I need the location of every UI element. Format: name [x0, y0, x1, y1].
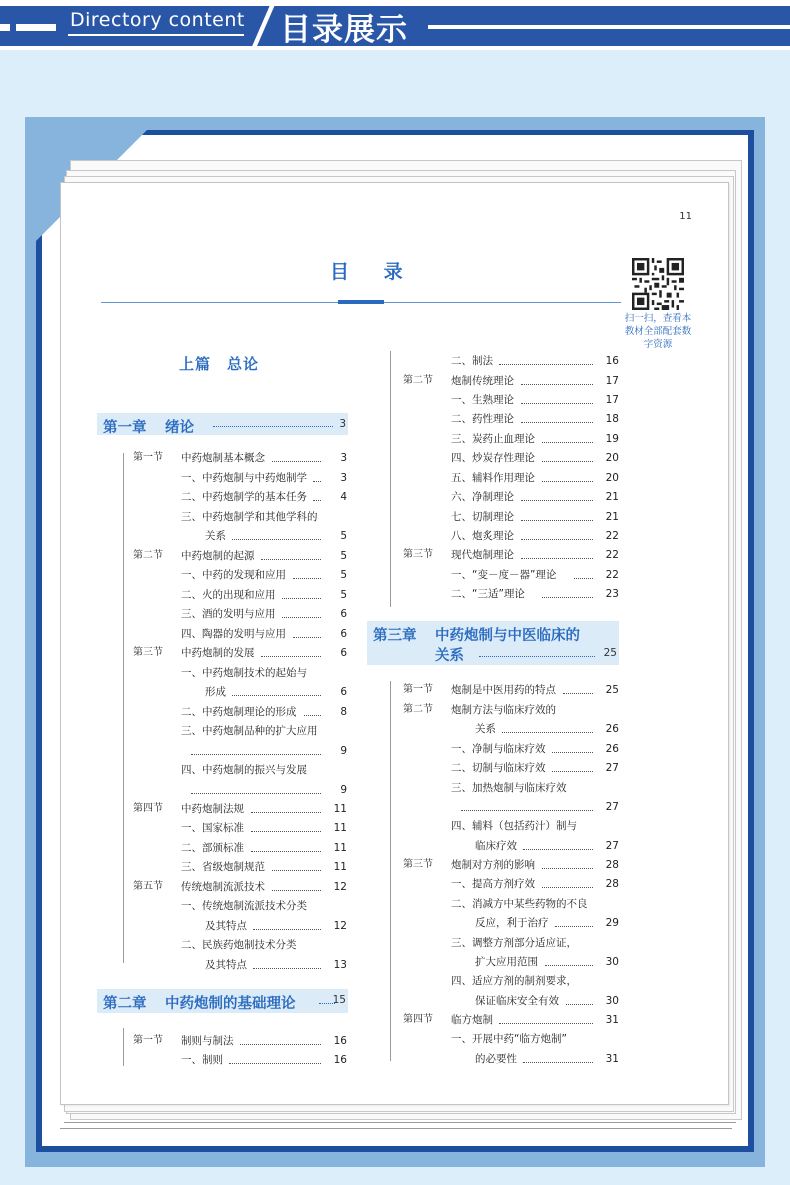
leader-dots: [542, 442, 593, 443]
toc-entry[interactable]: [133, 936, 347, 954]
entry-page: 5: [340, 550, 347, 562]
entry-title: 关系: [475, 723, 496, 735]
entry-title: 三、调整方剂部分适应证，: [451, 937, 577, 949]
entry-title: 三、加热炮制与临床疗效: [451, 782, 567, 794]
toc-entry[interactable]: [133, 508, 347, 526]
entry-title: 一、制则: [181, 1054, 223, 1066]
entry-title: 中药炮制法规: [181, 803, 244, 815]
entry-title: 二、消减方中某些药物的不良: [451, 898, 588, 910]
entry-page: 23: [605, 588, 619, 600]
entry-title: 一、提高方剂疗效: [451, 878, 535, 890]
toc-entry[interactable]: [403, 798, 619, 816]
leader-dots: [552, 771, 593, 772]
toc-entry[interactable]: [133, 839, 347, 857]
chapter-name: 绪论: [165, 420, 194, 436]
entry-title: 中药炮制的发展: [181, 647, 255, 659]
entry-title: 炮制是中医用药的特点: [451, 684, 556, 696]
leader-dots: [293, 578, 321, 579]
toc-entry[interactable]: [403, 740, 619, 758]
entry-title: 一、开展中药“临方炮制”: [451, 1033, 567, 1045]
leader-dots: [232, 695, 321, 696]
section-number: 第一节: [133, 1035, 163, 1046]
leader-dots: [542, 597, 593, 598]
leader-dots: [304, 715, 321, 716]
toc-entry[interactable]: [133, 664, 347, 682]
entry-title: 中药炮制基本概念: [181, 452, 265, 464]
header-label-en: Directory content: [70, 9, 245, 31]
leader-dots: [521, 520, 593, 521]
entry-page: 12: [333, 920, 347, 932]
chapter-heading-3[interactable]: [367, 621, 619, 665]
entry-page: 28: [605, 859, 619, 871]
section-rule: [390, 681, 391, 1061]
entry-page: 6: [340, 686, 347, 698]
leader-dots: [251, 812, 321, 813]
entry-page: 25: [605, 684, 619, 696]
chapter-number: 第二章: [103, 996, 147, 1012]
leader-dots: [282, 617, 321, 618]
entry-title: 一、中药炮制技术的起始与: [181, 667, 307, 679]
entry-title: 保证临床安全有效: [475, 995, 559, 1007]
entry-title: 四、炒炭存性理论: [451, 452, 535, 464]
entry-title: 四、中药炮制的振兴与发展: [181, 764, 307, 776]
leader-dots: [282, 598, 321, 599]
leader-dots: [521, 403, 593, 404]
entry-title: 七、切制理论: [451, 511, 514, 523]
entry-page: 16: [333, 1035, 347, 1047]
toc-entry[interactable]: [133, 703, 347, 721]
entry-title: 传统炮制流派技术: [181, 881, 265, 893]
toc-entry[interactable]: [133, 742, 347, 760]
toc-entry[interactable]: [133, 1051, 347, 1069]
entry-title: 二、中药炮制学的基本任务: [181, 491, 307, 503]
toc-entry[interactable]: [403, 546, 619, 564]
leader-dots: [272, 890, 321, 891]
toc-entry[interactable]: [133, 547, 347, 565]
entry-title: 一、中药的发现和应用: [181, 569, 286, 581]
entry-page: 21: [605, 491, 619, 503]
toc-entry[interactable]: [403, 391, 619, 409]
entry-page: 11: [333, 861, 347, 873]
leader-dots: [545, 965, 593, 966]
entry-title: 八、炮炙理论: [451, 530, 514, 542]
toc-entry[interactable]: [133, 781, 347, 799]
entry-page: 16: [333, 1054, 347, 1066]
toc-entry[interactable]: [403, 585, 619, 603]
toc-entry[interactable]: [133, 956, 347, 974]
sheet-edge-line: [64, 1122, 736, 1123]
toc-entry[interactable]: [133, 449, 347, 467]
entry-title: 临床疗效: [475, 840, 517, 852]
toc-entry[interactable]: [403, 469, 619, 487]
entry-page: 31: [605, 1014, 619, 1026]
chapter-name: 中药炮制与中医临床的: [435, 628, 580, 644]
entry-title: 一、“变－度－器”理论: [451, 569, 557, 581]
chapter-heading-2[interactable]: [97, 989, 348, 1013]
toc-entry[interactable]: [403, 817, 619, 835]
leader-dots: [261, 656, 321, 657]
entry-title: 二、火的出现和应用: [181, 589, 276, 601]
title-rule-accent: [338, 300, 384, 304]
leader-dots: [229, 1063, 321, 1064]
entry-title: 五、辅料作用理论: [451, 472, 535, 484]
leader-dots: [253, 929, 321, 930]
leader-dots: [253, 968, 321, 969]
leader-dots: [521, 558, 593, 559]
entry-page: 11: [333, 803, 347, 815]
chapter-leader-dots: [213, 426, 333, 427]
entry-page: 28: [605, 878, 619, 890]
entry-title: 形成: [205, 686, 226, 698]
entry-title: 二、制法: [451, 355, 493, 367]
leader-dots: [523, 1062, 593, 1063]
entry-page: 18: [605, 413, 619, 425]
section-number: 第二节: [133, 550, 163, 561]
section-number: 第三节: [403, 549, 433, 560]
section-number: 第四节: [133, 803, 163, 814]
toc-page: [60, 182, 729, 1105]
page-title: 目 录: [330, 261, 417, 283]
entry-page: 9: [340, 745, 347, 757]
leader-dots: [499, 1023, 593, 1024]
entry-page: 30: [605, 956, 619, 968]
toc-entry[interactable]: [133, 1032, 347, 1050]
entry-page: 5: [340, 530, 347, 542]
entry-page: 20: [605, 472, 619, 484]
entry-page: 29: [605, 917, 619, 929]
toc-entry[interactable]: [403, 895, 619, 913]
toc-entry[interactable]: [403, 1030, 619, 1048]
page-number: 11: [679, 211, 692, 222]
header-title: 目录展示: [280, 12, 408, 48]
entry-page: 30: [605, 995, 619, 1007]
entry-title: 炮制传统理论: [451, 375, 514, 387]
entry-title: 制则与制法: [181, 1035, 234, 1047]
entry-page: 22: [605, 569, 619, 581]
entry-page: 3: [340, 472, 347, 484]
leader-dots: [499, 364, 593, 365]
entry-page: 8: [340, 706, 347, 718]
chapter-page: 3: [339, 418, 346, 430]
section-number: 第三节: [403, 859, 433, 870]
section-number: 第三节: [133, 647, 163, 658]
entry-page: 26: [605, 743, 619, 755]
entry-title: 四、陶器的发明与应用: [181, 628, 286, 640]
toc-entry[interactable]: [133, 683, 347, 701]
toc-entry[interactable]: [133, 878, 347, 896]
entry-title: 炮制方法与临床疗效的: [451, 704, 556, 716]
leader-dots: [272, 870, 321, 871]
entry-page: 31: [605, 1053, 619, 1065]
leader-dots: [251, 851, 321, 852]
toc-entry[interactable]: [403, 837, 619, 855]
toc-entry[interactable]: [403, 875, 619, 893]
leader-dots: [521, 384, 593, 385]
toc-entry[interactable]: [403, 914, 619, 932]
toc-entry[interactable]: [403, 779, 619, 797]
section-number: 第四节: [403, 1014, 433, 1025]
chapter-name-cont: 关系: [435, 648, 464, 664]
toc-entry[interactable]: [403, 488, 619, 506]
entry-title: 反应，利于治疗: [475, 917, 549, 929]
entry-title: 现代炮制理论: [451, 549, 514, 561]
entry-title: 一、国家标准: [181, 822, 244, 834]
entry-page: 3: [340, 452, 347, 464]
toc-entry[interactable]: [403, 856, 619, 874]
entry-title: 一、净制与临床疗效: [451, 743, 546, 755]
leader-dots: [523, 849, 593, 850]
entry-page: 19: [605, 433, 619, 445]
header-rule: [428, 25, 790, 29]
section-number: 第一节: [403, 684, 433, 695]
leader-dots: [555, 926, 593, 927]
entry-title: 炮制对方剂的影响: [451, 859, 535, 871]
chapter-number: 第三章: [373, 628, 417, 644]
leader-dots: [232, 539, 321, 540]
entry-title: 四、辅料（包括药汁）制与: [451, 820, 577, 832]
toc-entry[interactable]: [403, 759, 619, 777]
entry-page: 27: [605, 840, 619, 852]
entry-title: 二、部颁标准: [181, 842, 244, 854]
toc-entry[interactable]: [133, 488, 347, 506]
sheet-edge-line: [60, 1128, 732, 1129]
entry-title: 一、生熟理论: [451, 394, 514, 406]
leader-dots: [272, 461, 321, 462]
entry-page: 16: [605, 355, 619, 367]
entry-title: 一、传统炮制流派技术分类: [181, 900, 307, 912]
chapter-page: 15: [332, 994, 346, 1006]
toc-entry[interactable]: [403, 566, 619, 584]
toc-entry[interactable]: [133, 605, 347, 623]
toc-entry[interactable]: [403, 430, 619, 448]
leader-dots: [191, 754, 321, 755]
qr-code-icon[interactable]: [632, 258, 684, 310]
entry-page: 6: [340, 628, 347, 640]
entry-title: 六、净制理论: [451, 491, 514, 503]
entry-title: 的必要性: [475, 1053, 517, 1065]
qr-caption: 扫一扫，查看本教材全部配套数字资源: [624, 313, 692, 350]
leader-dots: [542, 481, 593, 482]
entry-page: 22: [605, 549, 619, 561]
toc-entry[interactable]: [403, 720, 619, 738]
entry-title: 及其特点: [205, 959, 247, 971]
entry-title: 三、省级炮制规范: [181, 861, 265, 873]
toc-entry[interactable]: [403, 449, 619, 467]
leader-dots: [521, 539, 593, 540]
entry-page: 22: [605, 530, 619, 542]
leader-dots: [521, 500, 593, 501]
toc-entry[interactable]: [403, 934, 619, 952]
entry-page: 6: [340, 647, 347, 659]
leader-dots: [521, 422, 593, 423]
leader-dots: [552, 752, 593, 753]
leader-dots: [461, 810, 593, 811]
leader-dots: [261, 559, 321, 560]
entry-page: 26: [605, 723, 619, 735]
toc-entry[interactable]: [403, 372, 619, 390]
entry-page: 9: [340, 784, 347, 796]
header-banner: [0, 0, 790, 50]
toc-entry[interactable]: [133, 819, 347, 837]
leader-dots: [313, 481, 321, 482]
entry-page: 27: [605, 762, 619, 774]
toc-entry[interactable]: [403, 681, 619, 699]
entry-page: 21: [605, 511, 619, 523]
leader-dots: [566, 1004, 593, 1005]
leader-dots: [251, 831, 321, 832]
leader-dots: [191, 793, 321, 794]
leader-dots: [542, 868, 593, 869]
header-decor-bar: [16, 24, 56, 31]
entry-page: 27: [605, 801, 619, 813]
part-title: 上篇 总论: [179, 355, 260, 373]
leader-dots: [542, 461, 593, 462]
toc-entry[interactable]: [133, 644, 347, 662]
entry-title: 中药炮制的起源: [181, 550, 255, 562]
entry-title: 二、“三适”理论: [451, 588, 525, 600]
section-rule: [123, 1028, 124, 1066]
entry-title: 二、民族药炮制技术分类: [181, 939, 297, 951]
entry-page: 4: [340, 491, 347, 503]
toc-entry[interactable]: [133, 625, 347, 643]
entry-title: 四、适应方剂的制剂要求，: [451, 975, 577, 987]
chapter-name: 中药炮制的基础理论: [165, 996, 296, 1012]
chapter-leader-dots: [479, 656, 595, 657]
entry-title: 三、中药炮制学和其他学科的: [181, 511, 318, 523]
entry-title: 三、炭药止血理论: [451, 433, 535, 445]
leader-dots: [542, 887, 593, 888]
toc-entry[interactable]: [403, 1050, 619, 1068]
entry-page: 11: [333, 842, 347, 854]
toc-entry[interactable]: [133, 917, 347, 935]
toc-entry[interactable]: [133, 897, 347, 915]
toc-entry[interactable]: [403, 972, 619, 990]
entry-title: 二、药性理论: [451, 413, 514, 425]
toc-entry[interactable]: [403, 527, 619, 545]
toc-entry[interactable]: [403, 701, 619, 719]
leader-dots: [563, 693, 593, 694]
toc-entry[interactable]: [403, 992, 619, 1010]
entry-page: 5: [340, 589, 347, 601]
header-underline: [68, 34, 244, 36]
toc-entry[interactable]: [403, 1011, 619, 1029]
entry-page: 12: [333, 881, 347, 893]
leader-dots: [574, 578, 593, 579]
chapter-number: 第一章: [103, 420, 147, 436]
toc-entry[interactable]: [133, 527, 347, 545]
toc-entry[interactable]: [133, 761, 347, 779]
leader-dots: [313, 500, 321, 501]
header-decor-bar: [0, 24, 10, 31]
section-number: 第二节: [403, 704, 433, 715]
entry-title: 三、中药炮制品种的扩大应用: [181, 725, 318, 737]
entry-page: 13: [333, 959, 347, 971]
chapter-page: 25: [603, 647, 617, 659]
entry-title: 及其特点: [205, 920, 247, 932]
section-rule: [390, 351, 391, 607]
entry-page: 17: [605, 394, 619, 406]
toc-entry[interactable]: [133, 858, 347, 876]
entry-page: 5: [340, 569, 347, 581]
toc-entry[interactable]: [403, 953, 619, 971]
leader-dots: [293, 637, 321, 638]
toc-entry[interactable]: [403, 410, 619, 428]
toc-entry[interactable]: [133, 800, 347, 818]
section-number: 第一节: [133, 452, 163, 463]
entry-page: 17: [605, 375, 619, 387]
entry-page: 11: [333, 822, 347, 834]
entry-title: 三、酒的发明与应用: [181, 608, 276, 620]
entry-page: 6: [340, 608, 347, 620]
entry-title: 一、中药炮制与中药炮制学: [181, 472, 307, 484]
chapter-heading-1[interactable]: [97, 413, 348, 435]
section-rule: [123, 453, 124, 963]
section-number: 第五节: [133, 881, 163, 892]
leader-dots: [502, 732, 593, 733]
toc-entry[interactable]: [133, 586, 347, 604]
toc-entry[interactable]: [133, 722, 347, 740]
toc-entry[interactable]: [133, 566, 347, 584]
leader-dots: [240, 1044, 321, 1045]
entry-page: 20: [605, 452, 619, 464]
entry-title: 二、中药炮制理论的形成: [181, 706, 297, 718]
toc-entry[interactable]: [403, 508, 619, 526]
section-number: 第二节: [403, 375, 433, 386]
entry-title: 关系: [205, 530, 226, 542]
toc-entry[interactable]: [133, 469, 347, 487]
toc-entry[interactable]: [403, 352, 619, 370]
entry-title: 二、切制与临床疗效: [451, 762, 546, 774]
entry-title: 扩大应用范围: [475, 956, 538, 968]
entry-title: 临方炮制: [451, 1014, 493, 1026]
